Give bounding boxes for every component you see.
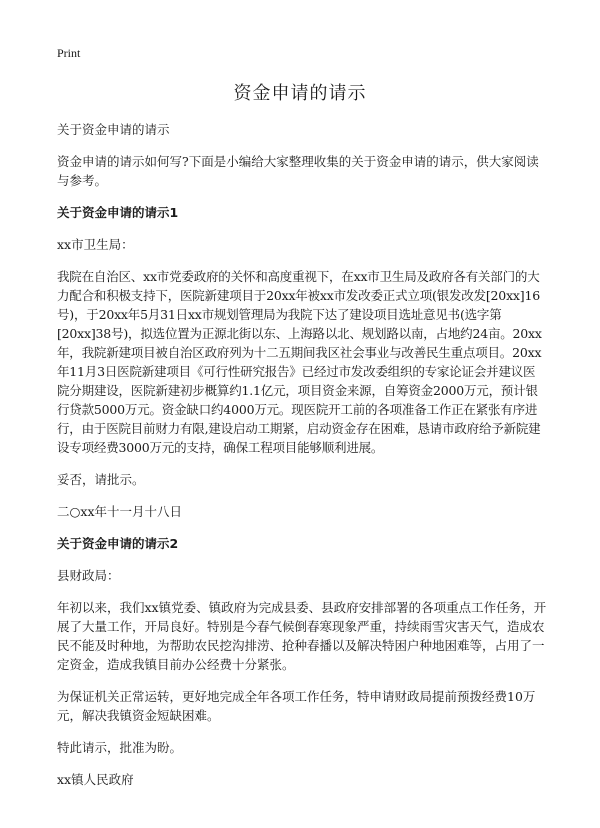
section1-closing: 妥否，请批示。 [57,472,145,487]
section2-salutation: 县财政局： [57,568,120,583]
subtitle: 关于资金申请的请示 [57,122,170,137]
section2-heading: 关于资金申请的请示2 [57,536,179,551]
intro-paragraph: 资金申请的请示如何写?下面是小编给大家整理收集的关于资金申请的请示，供大家阅读与参考。 [57,154,539,188]
document-body [57,120,547,802]
section1-heading: 关于资金申请的请示1 [57,205,179,220]
print-label: Print [57,46,81,60]
section2-signature: xx镇人民政府 [57,772,134,787]
section1-date: 二○xx年十一月十八日 [57,504,183,519]
section2-paragraph1: 年初以来，我们xx镇党委、镇政府为完成县委、县政府安排部署的各项重点工作任务，开展了大量工作，开局良好。特别是今春气候倒春寒现象严重，持续雨雪灾害天气，造成农民不能及时种地，为帮助农民挖沟排涝、抢种春播以及解决特困户种地困难等，占用了一定资金，造成我镇目前办公经费十分紧张。 [57,600,547,672]
section2-closing: 特此请示，批准为盼。 [57,740,183,755]
page-title: 资金申请的请示 [233,83,367,104]
section1-salutation: xx市卫生局： [57,237,134,252]
section2-paragraph2: 为保证机关正常运转，更好地完成全年各项工作任务，特申请财政局提前预拨经费10万元，解决我镇资金短缺困难。 [57,689,536,723]
section1-paragraph: 我院在自治区、xx市党委政府的关怀和高度重视下，在xx市卫生局及政府各有关部门的大力配合和积极支持下，医院新建项目于20xx年被xx市发改委正式立项(银发改发[20xx]16号)，于20xx年5月31日xx市规划管理局为我院下达了建设项目选址意见书(选字第[20xx]38号)，拟选位置为正源北街以东、上海路以北、规划路以南，占地约24亩。20xx年，我院新建项目被自治区政府列为十二五期间我区社会事业与改善民生重点项目。20xx年11月3日医院新建项目《可行性研究报告》已经过市发改委组织的专家论证会并建议医院分期建设，医院新建初步概算约1.1亿元，项目资金来源，自筹资金2000万元，预计银行贷款5000万元。资金缺口约4000万元。现医院开工前的各项准备工作正在紧张有序进行，由于医院目前财力有限,建设启动工期紧，启动资金存在困难，恳请市政府给予新院建设专项经费3000万元的支持，确保工程项目能够顺利进展。 [57,269,542,455]
